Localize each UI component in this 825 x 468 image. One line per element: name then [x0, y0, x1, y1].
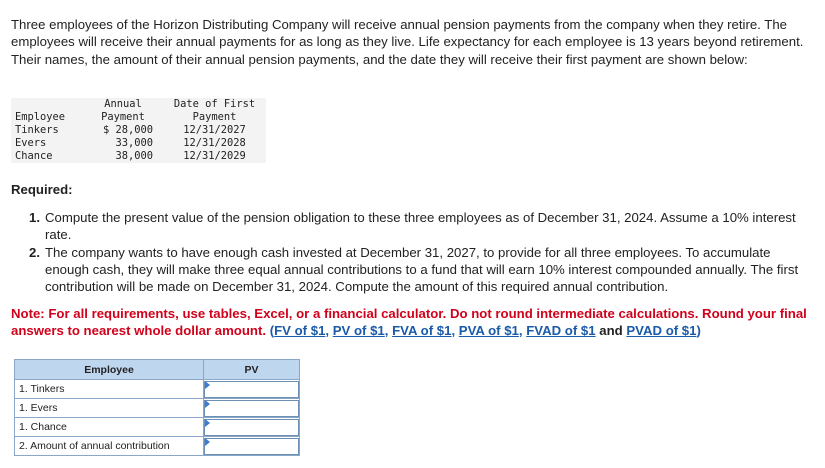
- requirement-item: [11, 209, 811, 244]
- requirement-item: [11, 244, 811, 296]
- first-payment-date: 12/31/2027: [183, 124, 246, 136]
- requirement-text: Compute the present value of the pension obligation to these three employees as of December 31, 2024. Assume a 10% interest rate.: [45, 210, 796, 243]
- employee-name: Evers: [15, 137, 47, 149]
- annual-payment: $ 28,000: [102, 124, 153, 136]
- input-marker-icon: [205, 419, 210, 427]
- header-date-first-payment: Date of First Payment: [173, 98, 256, 123]
- table-row: [15, 380, 300, 399]
- annual-payment: 38,000: [115, 150, 153, 162]
- required-heading: Required:: [11, 182, 73, 197]
- table-row: [11, 124, 266, 137]
- first-payment-date: 12/31/2029: [183, 150, 246, 162]
- input-marker-icon: [205, 381, 210, 389]
- evers-pv-input[interactable]: [204, 400, 299, 417]
- problem-intro: Three employees of the Horizon Distributing Company will receive annual pension payments from the company when they retire. The employees will receive their annual payments for as long as they live. Life expectancy for each employee is 13 years beyond retirement. Their names, the amount of their annual pension payments, and the date they will receive their first payment are shown below:: [11, 17, 804, 67]
- tinkers-pv-input[interactable]: [204, 381, 299, 398]
- input-marker-icon: [205, 438, 210, 446]
- first-payment-date: 12/31/2028: [183, 137, 246, 149]
- table-row: [11, 137, 266, 150]
- answer-table: [14, 359, 300, 456]
- chance-pv-input[interactable]: [204, 419, 299, 436]
- note-text: Note: For all requirements, use tables, Excel, or a financial calculator. Do not round intermediate calculations. Round your final answers to nearest whole dollar amount.: [11, 306, 807, 338]
- answer-cell: [204, 380, 300, 399]
- table-row: [15, 399, 300, 418]
- answer-cell: [204, 437, 300, 456]
- input-marker-icon: [205, 400, 210, 408]
- pension-data-table: [11, 98, 266, 163]
- table-row: [15, 418, 300, 437]
- table-row: [15, 437, 300, 456]
- answer-row-label: 1. Evers: [15, 399, 204, 418]
- header-annual-payment: Annual Payment: [101, 98, 145, 123]
- table-links: (FV of $1, PV of $1, FVA of $1, PVA of $1, FVAD of $1 and PVAD of $1): [269, 323, 701, 338]
- pv-of-1-link[interactable]: PV of $1: [332, 323, 385, 338]
- annual-payment: 33,000: [115, 137, 153, 149]
- table-row: [11, 150, 266, 163]
- employee-name: Tinkers: [15, 124, 59, 136]
- annual-contribution-input[interactable]: [204, 438, 299, 455]
- pva-of-1-link[interactable]: PVA of $1: [458, 323, 519, 338]
- answer-header-employee: Employee: [15, 360, 204, 380]
- answer-header-pv: PV: [204, 360, 300, 380]
- header-employee: Employee: [15, 111, 66, 123]
- answer-row-label: 1. Tinkers: [15, 380, 204, 399]
- employee-name: Chance: [15, 150, 53, 162]
- requirement-text: The company wants to have enough cash invested at December 31, 2027, to provide for all three employees. To accumulate enough cash, they will make three equal annual contributions to a fund that will earn 10% interest compounded annually. The first contribution will be made on December 31, 2024. Compute the amount of this required annual contribution.: [45, 244, 799, 295]
- requirement-number: 1.: [29, 210, 40, 225]
- fva-of-1-link[interactable]: FVA of $1: [392, 323, 452, 338]
- answer-cell: [204, 399, 300, 418]
- fvad-of-1-link[interactable]: FVAD of $1: [526, 323, 596, 338]
- data-table-header-row: [11, 98, 266, 124]
- pvad-of-1-link[interactable]: PVAD of $1: [626, 323, 697, 338]
- rounding-note: [11, 305, 817, 339]
- answer-cell: [204, 418, 300, 437]
- fv-of-1-link[interactable]: FV of $1: [274, 323, 326, 338]
- answer-header-row: [15, 360, 300, 380]
- answer-row-label: 2. Amount of annual contribution: [15, 437, 204, 456]
- requirement-number: 2.: [29, 244, 40, 260]
- requirements-list: [11, 209, 811, 295]
- answer-row-label: 1. Chance: [15, 418, 204, 437]
